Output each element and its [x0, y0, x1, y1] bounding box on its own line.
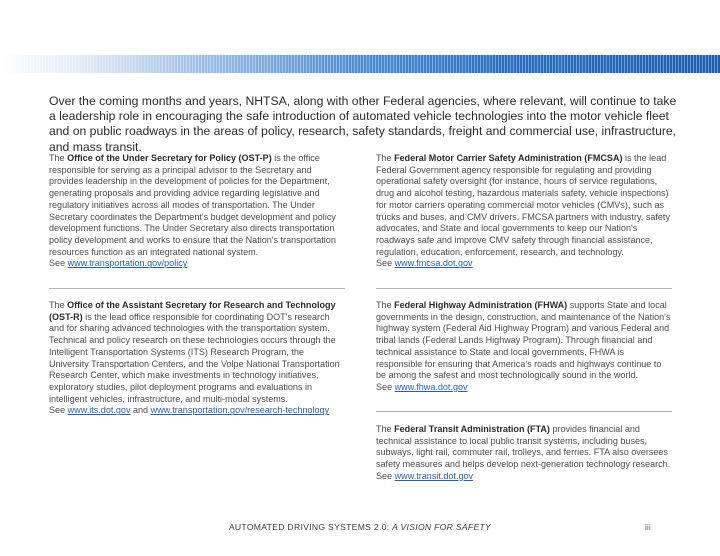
- header-banner: [0, 55, 720, 73]
- section-fta: The Federal Transit Administration (FTA) provides financial and technical assistance to local public transit systems, including buses, subways, light rail, commuter rail, trolleys, and ferries. FTA also oversees safety measures and helps develop next-generation technology research. See www.transit.dot.gov: [376, 424, 671, 481]
- section-title: Federal Motor Carrier Safety Administration (FMCSA): [394, 153, 623, 163]
- research-technology-link[interactable]: www.transportation.gov/research-technology: [150, 405, 330, 416]
- transit-link[interactable]: www.transit.dot.gov: [394, 470, 474, 481]
- footer-subtitle: A VISION FOR SAFETY: [392, 522, 492, 532]
- policy-link[interactable]: www.transportation.gov/policy: [67, 258, 188, 269]
- page-footer: [0, 522, 720, 532]
- divider: [49, 288, 345, 289]
- divider: [376, 288, 672, 289]
- section-ost-r: The Office of the Assistant Secretary for Research and Technology (OST-R) is the lead office responsible for coordinating DOT's research and for sharing advanced technologies with the transportation system. Technical and policy research on these technologies occurs through the Intelligent Transportation Systems (ITS) Research Program, the University Transportation Centers, and the Volpe National Transportation Research Center, which make investments in technology initiatives, exploratory studies, pilot deployment programs and evaluations in intelligent vehicles, infrastructure, and multi-modal systems. See www.its.dot.gov and www.transportation.gov/research-technology: [49, 300, 340, 416]
- its-link[interactable]: www.its.dot.gov: [67, 405, 131, 416]
- section-ost-p: The Office of the Under Secretary for Policy (OST-P) is the office responsible for serving as a principal advisor to the Secretary and provides leadership in the development of policies for the Department, generating proposals and providing advice regarding legislative and regulatory initiatives across all modes of transportation. The Under Secretary coordinates the Department's budget development and policy development functions. The Under Secretary also directs transportation policy development and works to ensure that the Nation's transportation resources function as an integrated national system. See www.transportation.gov/policy: [49, 153, 336, 269]
- section-fmcsa: The Federal Motor Carrier Safety Administration (FMCSA) is the lead Federal Government agency responsible for regulating and providing operational safety oversight (for instance, hours of service regulations, drug and alcohol testing, hazardous materials safety, vehicle inspections) for motor carriers operating commercial motor vehicles (CMVs), such as trucks and buses, and CMV drivers. FMCSA partners with industry, safety advocates, and State and local governments to keep our Nation's roadways safe and improve CMV safety through financial assistance, regulation, education, enforcement, research, and technology. See www.fmcsa.dot.gov: [376, 153, 670, 269]
- divider: [376, 411, 672, 412]
- section-title: Office of the Under Secretary for Policy (OST-P): [67, 153, 272, 163]
- fmcsa-link[interactable]: www.fmcsa.dot.gov: [394, 258, 473, 269]
- intro-paragraph: Over the coming months and years, NHTSA, along with other Federal agencies, where relevant, will continue to take a leadership role in encouraging the safe introduction of automated vehicle technologies into the motor vehicle fleet and on public roadways in the areas of policy, research, safety standards, freight and commercial use, infrastructure, and mass transit.: [49, 94, 677, 154]
- section-title: Federal Transit Administration (FTA): [394, 424, 550, 434]
- section-title: Federal Highway Administration (FHWA): [394, 300, 568, 310]
- footer-title: AUTOMATED DRIVING SYSTEMS 2.0:: [228, 522, 393, 532]
- fhwa-link[interactable]: www.fhwa.dot.gov: [394, 381, 468, 392]
- section-title: Office of the Assistant Secretary for Research and Technology (OST-R): [49, 300, 336, 322]
- section-fhwa: The Federal Highway Administration (FHWA) supports State and local governments in the design, construction, and maintenance of the Nation's highway system (Federal Aid Highway Program) and various Federal and tribal lands (Federal Lands Highway Program). Through financial and technical assistance to State and local governments, FHWA is responsible for ensuring that America's roads and highways continue to be among the safest and most technologically sound in the world. See www.fhwa.dot.gov: [376, 300, 671, 392]
- page-number: iii: [645, 522, 651, 532]
